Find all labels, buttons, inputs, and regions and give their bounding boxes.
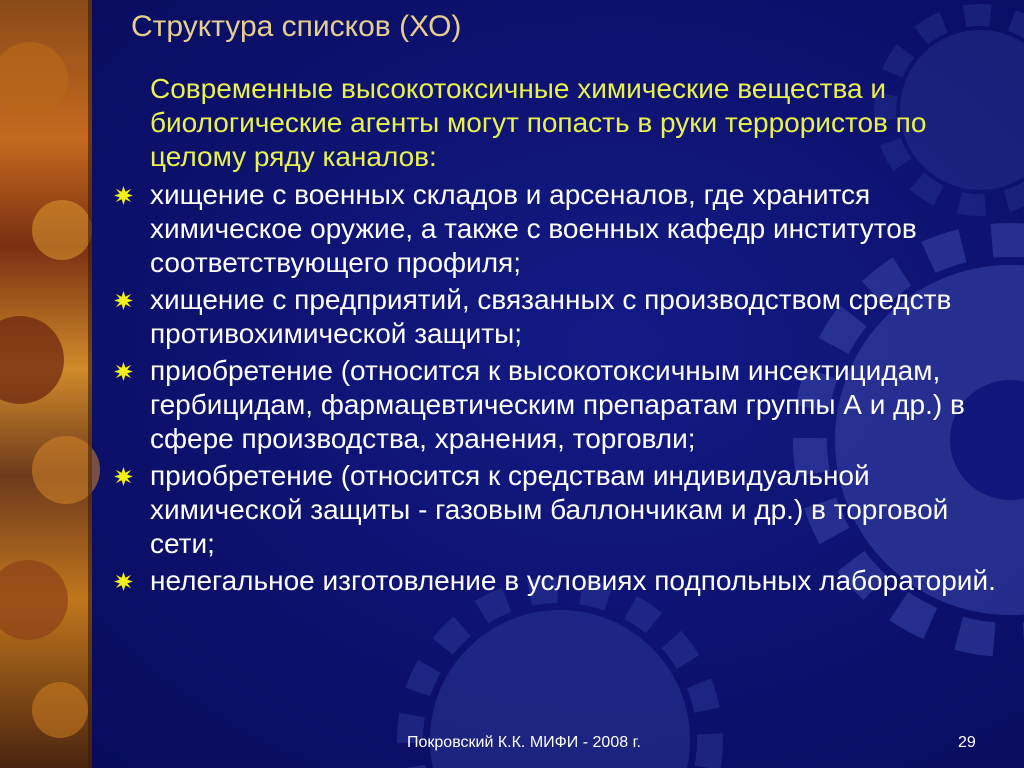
page-number: 29 [958,734,976,751]
footer-author: Покровский К.К. МИФИ - 2008 г. [407,734,641,751]
starburst-bullet-icon [114,572,133,591]
starburst-bullet-icon [114,362,133,381]
left-decorative-strip [0,0,100,768]
starburst-bullet-icon [114,186,133,205]
bullet-item [114,564,1004,598]
slide-title: Структура списков (ХО) [131,10,462,43]
bullet-item [114,283,1004,351]
bullet-text: приобретение (относится к средствам индивидуальной химической защиты - газовым баллончикам и др.) в торговой сети; [150,460,949,559]
starburst-bullet-icon [114,467,133,486]
bullet-item [114,178,1004,280]
bullet-list [114,178,1004,601]
bullet-item [114,459,1004,561]
bullet-text: приобретение (относится к высокотоксичным инсектицидам, гербицидам, фармацевтическим препаратам группы А и др.) в сфере производства, хранения, торговли; [150,355,965,454]
bullet-item [114,354,1004,456]
bullet-text: нелегальное изготовление в условиях подпольных лабораторий. [150,565,996,596]
starburst-bullet-icon [114,291,133,310]
bullet-text: хищение с предприятий, связанных с производством средств противохимической защиты; [150,284,952,349]
bullet-text: хищение с военных складов и арсеналов, где хранится химическое оружие, а также с военных кафедр институтов соответствующего профиля; [150,179,917,278]
intro-paragraph: Современные высокотоксичные химические вещества и биологические агенты могут попасть в руки террористов по целому ряду каналов: [150,73,927,172]
